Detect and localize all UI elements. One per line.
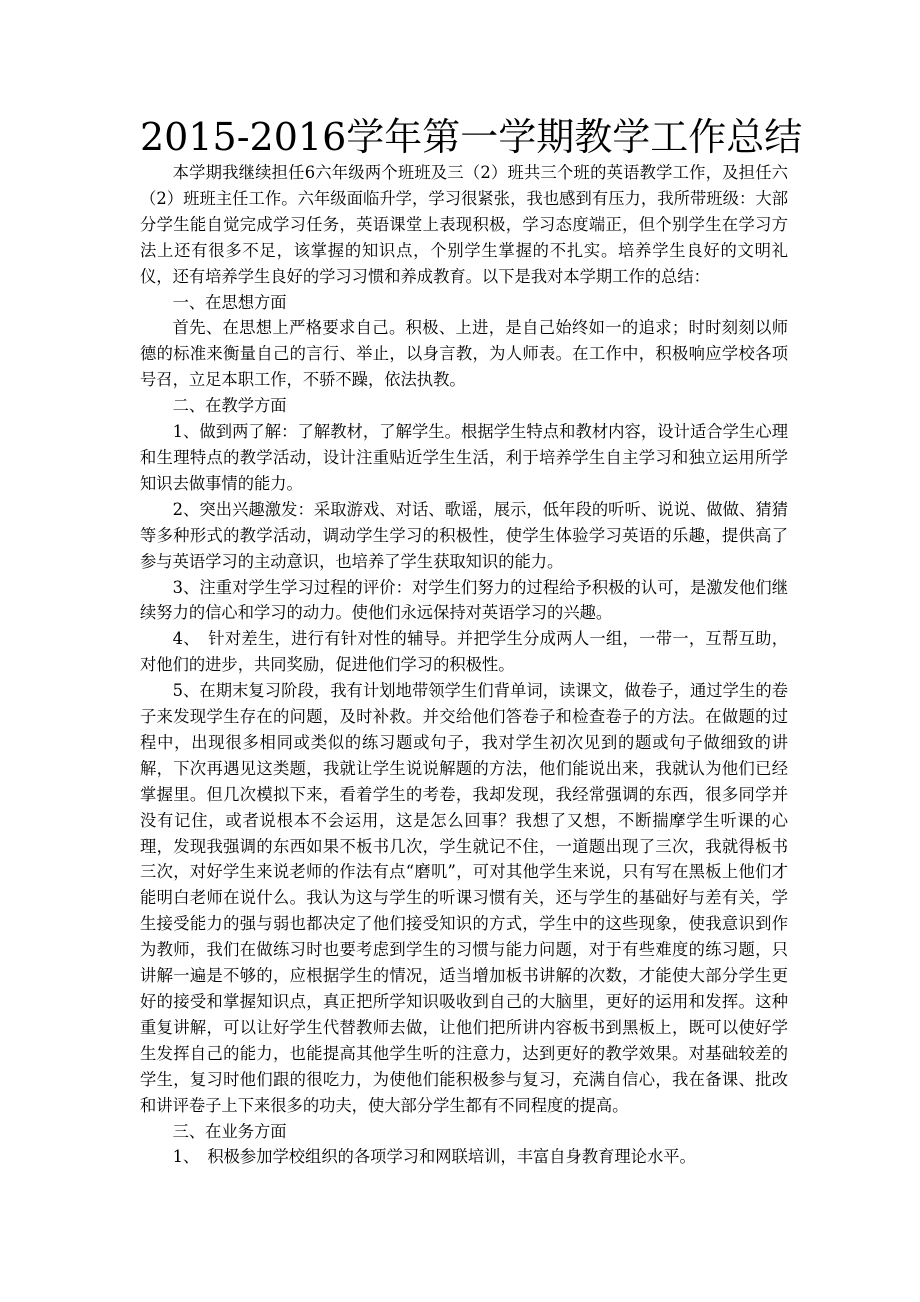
teaching-item-1: 1、做到两了解：了解教材，了解学生。根据学生特点和教材内容，设计适合学生心理和生理特点的教学活动，设计注重贴近学生生活，利于培养学生自主学习和独立运用所学知识去做事情的能力。 <box>140 422 788 493</box>
teaching-item-5: 5、在期末复习阶段，我有计划地带领学生们背单词，读课文，做卷子，通过学生的卷子来发现学生存在的问题，及时补救。并交给他们答卷子和检查卷子的方法。在做题的过程中，出现很多相同或类似的练习题或句子，我对学生初次见到的题或句子做细致的讲解，下次再遇见这类题，我就让学生说说解题的方法，他们能说出来，我就认为他们已经掌握里。但几次模拟下来，看着学生的考卷，我却发现，我经常强调的东西，很多同学并没有记住，或者说根本不会运用，这是怎么回事？我想了又想，不断揣摩学生听课的心理，发现我强调的东西如果不板书几次，学生就记不住，一道题出现了三次，我就得板书三次，对好学生来说老师的作法有点“磨叽”，可对其他学生来说，只有写在黑板上他们才能明白老师在说什么。我认为这与学生的听课习惯有关，还与学生的基础好与差有关，学生接受能力的强与弱也都决定了他们接受知识的方式，学生中的这些现象，使我意识到作为教师，我们在做练习时也要考虑到学生的习惯与能力问题，对于有些难度的练习题，只讲解一遍是不够的，应根据学生的情况，适当增加板书讲解的次数，才能使大部分学生更好的接受和掌握知识点，真正把所学知识吸收到自己的大脑里，更好的运用和发挥。这种重复讲解，可以让好学生代替教师去做，让他们把所讲内容板书到黑板上，既可以使好学生发挥自己的能力，也能提高其他学生听的注意力，达到更好的教学效果。对基础较差的学生，复习时他们跟的很吃力，为使他们能积极参与复习，充满自信心，我在备课、批改和讲评卷子上下来很多的功夫，使大部分学生都有不同程度的提高。 <box>140 681 788 1115</box>
teaching-item-3: 3、注重对学生学习过程的评价：对学生们努力的过程给予积极的认可，是激发他们继续努力的信心和学习的动力。使他们永远保持对英语学习的兴趣。 <box>140 577 788 623</box>
teaching-item-4: 4、 针对差生，进行有针对性的辅导。并把学生分成两人一组，一带一，互帮互助，对他们的进步，共同奖励，促进他们学习的积极性。 <box>140 629 788 675</box>
intro-paragraph: 本学期我继续担任6六年级两个班班及三（2）班共三个班的英语教学工作，及担任六（2）班班主任工作。六年级面临升学，学习很紧张，我也感到有压力，我所带班级：大部分学生能自觉完成学习任务，英语课堂上表现积极，学习态度端正，但个别学生在学习方法上还有很多不足，该掌握的知识点，个别学生掌握的不扎实。培养学生良好的文明礼仪，还有培养学生良好的学习习惯和养成教育。以下是我对本学期工作的总结： <box>140 163 788 286</box>
teaching-item-2: 2、突出兴趣激发：采取游戏、对话、歌谣，展示，低年段的听听、说说、做做、猜猜等多种形式的教学活动，调动学生学习的积极性，使学生体验学习英语的乐趣，提供高了参与英语学习的主动意识，也培养了学生获取知识的能力。 <box>140 499 788 571</box>
document-title: 2015-2016学年第一学期教学工作总结 <box>140 115 803 159</box>
section-heading-teaching: 二、在教学方面 <box>172 396 287 416</box>
section-heading-thought: 一、在思想方面 <box>172 292 287 312</box>
paragraph-thought: 首先、在思想上严格要求自己。积极、上进，是自己始终如一的追求；时时刻刻以师德的标准来衡量自己的言行、举止，以身言教，为人师表。在工作中，积极响应学校各项号召，立足本职工作，不骄不躁，依法执教。 <box>140 318 788 390</box>
business-item-1: 1、 积极参加学校组织的各项学习和网联培训，丰富自身教育理论水平。 <box>172 1147 696 1167</box>
section-heading-business: 三、在业务方面 <box>172 1121 287 1141</box>
document-body <box>140 160 788 1170</box>
